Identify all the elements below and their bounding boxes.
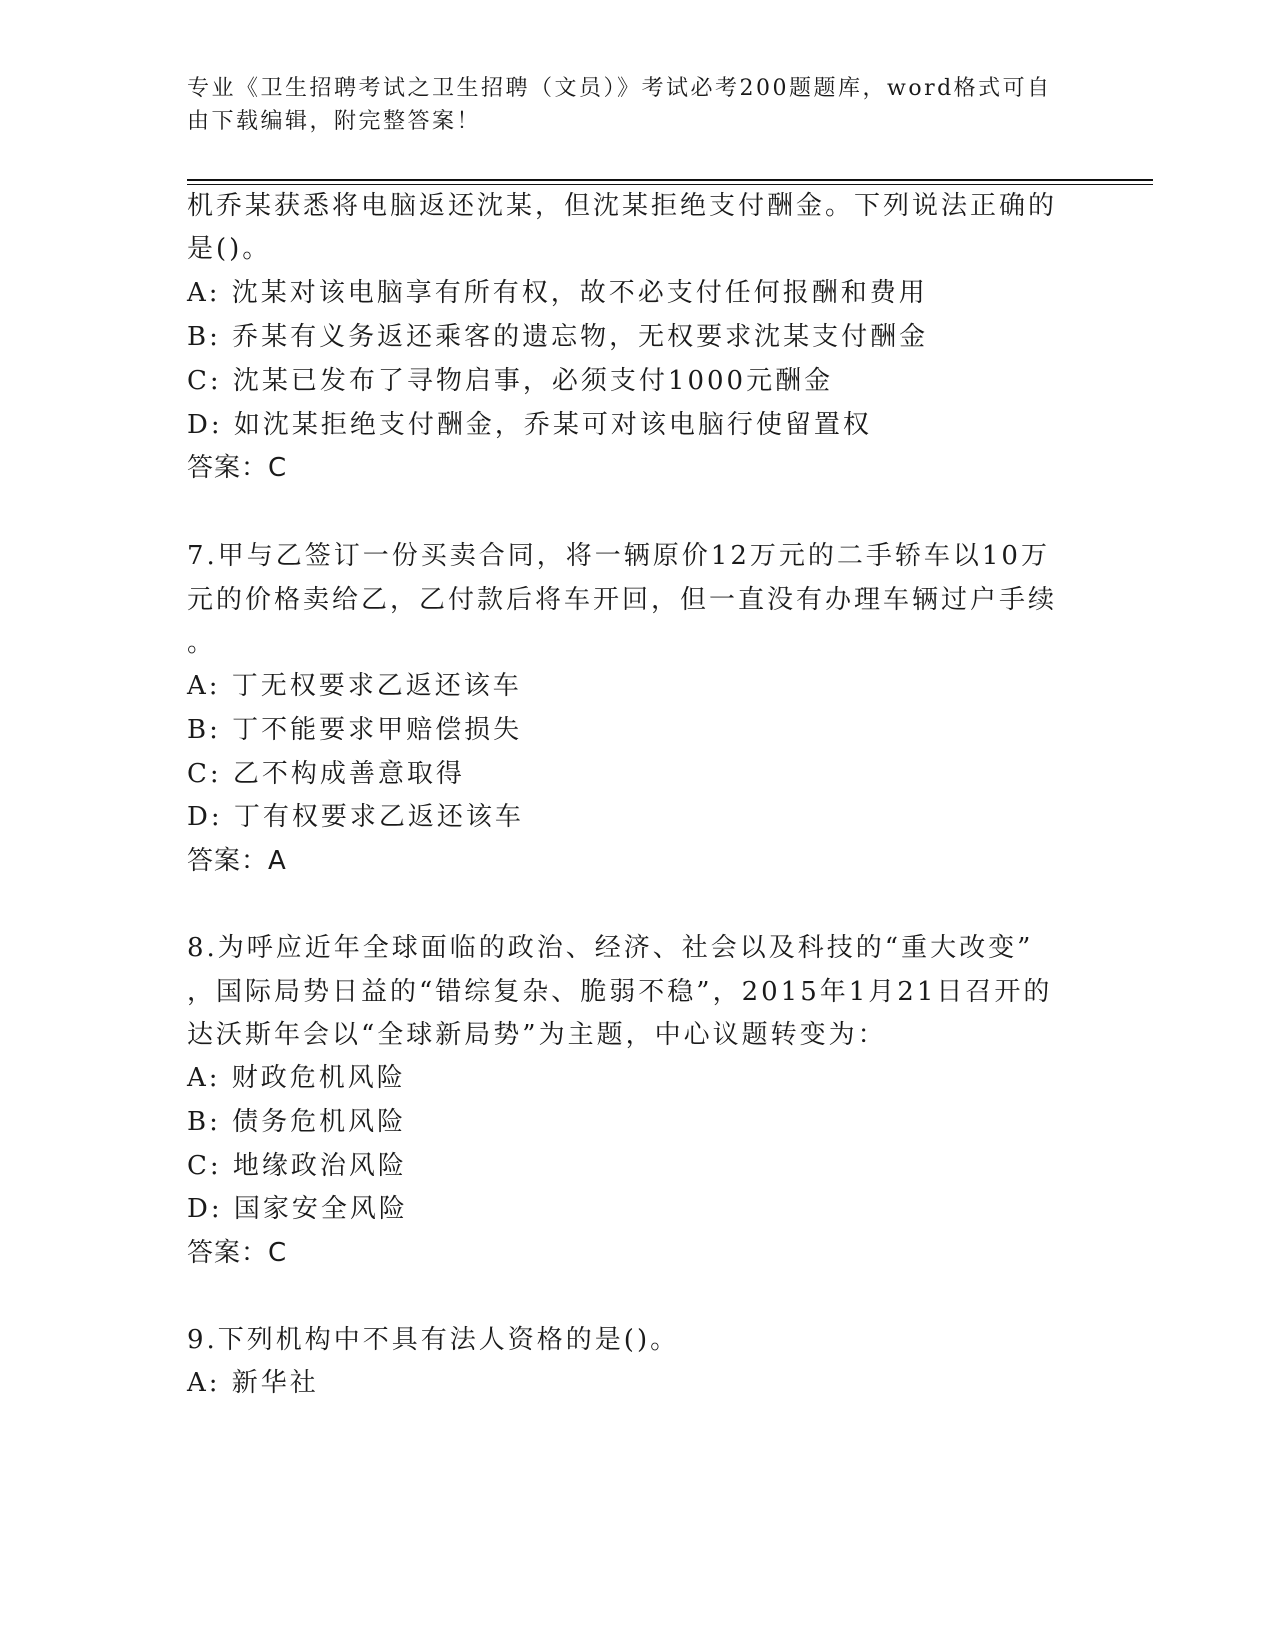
q8-answer: 答案：C bbox=[187, 1238, 288, 1268]
header-divider-top bbox=[187, 179, 1153, 181]
q7-option-b: B: 丁不能要求甲赔偿损失 bbox=[187, 715, 523, 745]
q7-option-c: C: 乙不构成善意取得 bbox=[187, 759, 465, 789]
q8-option-c: C: 地缘政治风险 bbox=[187, 1151, 407, 1181]
header-line-2: 由下载编辑，附完整答案！ bbox=[187, 109, 482, 134]
document-header bbox=[187, 72, 1067, 138]
q6-option-c: C: 沈某已发布了寻物启事，必须支付1000元酬金 bbox=[187, 366, 834, 396]
q7-stem-line-3: 。 bbox=[187, 628, 217, 658]
q6-option-b: B: 乔某有义务返还乘客的遗忘物，无权要求沈某支付酬金 bbox=[187, 322, 929, 352]
q6-option-d: D: 如沈某拒绝支付酬金，乔某可对该电脑行使留置权 bbox=[187, 410, 872, 440]
q8-option-b: B: 债务危机风险 bbox=[187, 1107, 407, 1137]
q6-option-a: A: 沈某对该电脑享有所有权，故不必支付任何报酬和费用 bbox=[187, 278, 928, 308]
q8-stem-line-2: ，国际局势日益的“错综复杂、脆弱不稳”，2015年1月21日召开的 bbox=[187, 977, 1053, 1007]
q6-stem-line-2: 是()。 bbox=[187, 234, 272, 264]
q9-stem-line-1: 9.下列机构中不具有法人资格的是()。 bbox=[187, 1325, 680, 1355]
q6-stem-line-1: 机乔某获悉将电脑返还沈某，但沈某拒绝支付酬金。下列说法正确的 bbox=[187, 191, 1058, 221]
q8-stem-line-1: 8.为呼应近年全球面临的政治、经济、社会以及科技的“重大改变” bbox=[187, 933, 1034, 963]
q7-option-d: D: 丁有权要求乙返还该车 bbox=[187, 802, 524, 832]
q7-option-a: A: 丁无权要求乙返还该车 bbox=[187, 671, 522, 701]
q6-answer: 答案：C bbox=[187, 453, 288, 483]
q9-option-a: A: 新华社 bbox=[187, 1368, 319, 1398]
q7-stem-line-2: 元的价格卖给乙，乙付款后将车开回，但一直没有办理车辆过户手续 bbox=[187, 585, 1058, 615]
q7-answer: 答案：A bbox=[187, 846, 287, 876]
header-line-1: 专业《卫生招聘考试之卫生招聘（文员）》考试必考200题题库，word格式可自 bbox=[187, 76, 1052, 101]
q8-option-d: D: 国家安全风险 bbox=[187, 1194, 408, 1224]
q8-option-a: A: 财政危机风险 bbox=[187, 1063, 406, 1093]
q7-stem-line-1: 7.甲与乙签订一份买卖合同，将一辆原价12万元的二手轿车以10万 bbox=[187, 541, 1050, 571]
q8-stem-line-3: 达沃斯年会以“全球新局势”为主题，中心议题转变为： bbox=[187, 1020, 887, 1050]
